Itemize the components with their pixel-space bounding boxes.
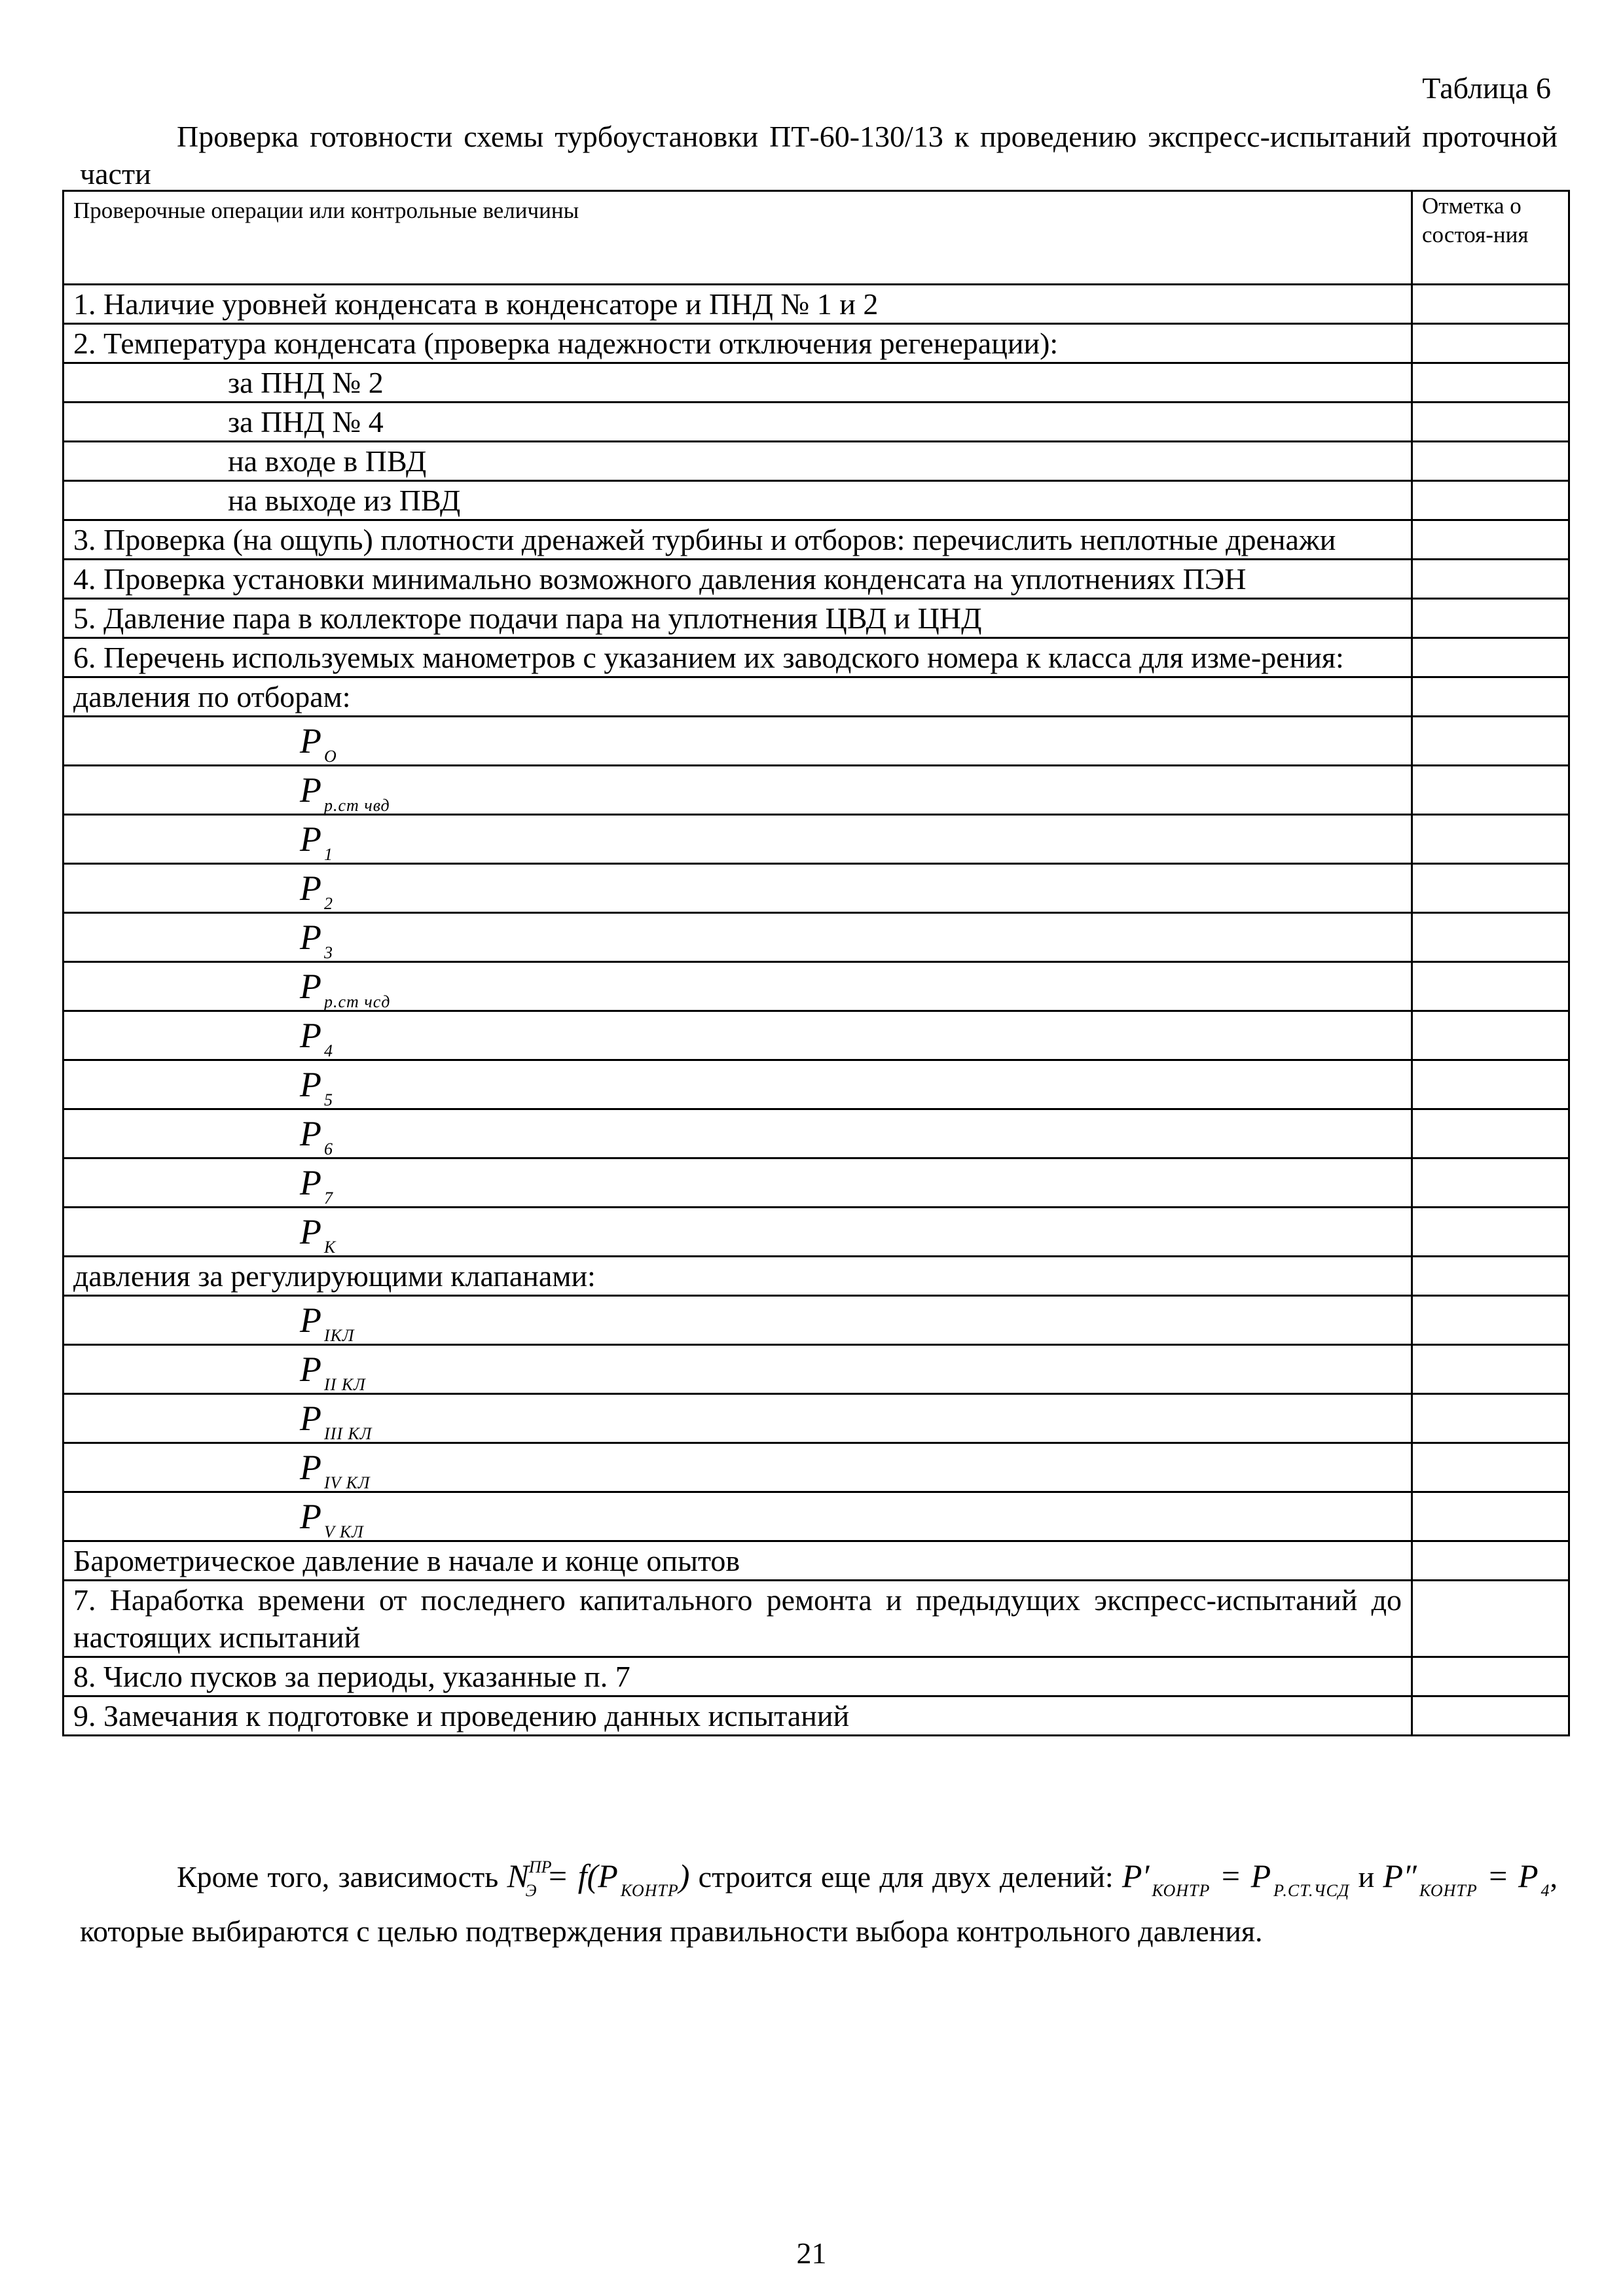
pressure-symbol: P $_{р.ст чсд}$: [64, 962, 1412, 1011]
formula-pcontr-prime: P′ $_{КОНТР}$ = P $_{Р.СТ.ЧСД}$: [1122, 1857, 1350, 1900]
status-cell[interactable]: [1412, 560, 1569, 599]
table-row: [64, 1257, 1569, 1296]
status-cell[interactable]: [1412, 766, 1569, 815]
table-row: [64, 481, 1569, 520]
table-row: [64, 1541, 1569, 1581]
status-cell[interactable]: [1412, 324, 1569, 363]
row-text: 2. Температура конденсата (проверка надежности отключения регенерации):: [64, 324, 1412, 363]
pressure-row: [64, 1443, 1569, 1492]
table-row: [64, 1657, 1569, 1696]
row-text: 4. Проверка установки минимально возможного давления конденсата на уплотнениях ПЭН: [64, 560, 1412, 599]
pressure-row: [64, 962, 1569, 1011]
row-text: на входе в ПВД: [64, 442, 1412, 481]
table-row: [64, 324, 1569, 363]
row-text: за ПНД № 4: [64, 403, 1412, 442]
status-cell[interactable]: [1412, 864, 1569, 913]
pressure-symbol: P $_{V КЛ}$: [64, 1492, 1412, 1541]
checklist-table: [62, 190, 1570, 1736]
pressure-row: [64, 766, 1569, 815]
pressure-symbol: P $_O$: [64, 717, 1412, 766]
status-cell[interactable]: [1412, 520, 1569, 560]
table-row: [64, 1696, 1569, 1736]
pressure-row: [64, 1158, 1569, 1208]
table-row: [64, 520, 1569, 560]
pressure-symbol: P $_3$: [64, 913, 1412, 962]
row-text: 1. Наличие уровней конденсата в конденсаторе и ПНД № 1 и 2: [64, 285, 1412, 324]
table-caption: Проверка готовности схемы турбоустановки ПТ-60-130/13 к проведению экспресс-испытаний проточной части: [80, 120, 1558, 190]
status-cell[interactable]: [1412, 1060, 1569, 1109]
pressure-symbol: P $_K$: [64, 1208, 1412, 1257]
pressure-row: [64, 1345, 1569, 1394]
row-text: за ПНД № 2: [64, 363, 1412, 403]
status-cell[interactable]: [1412, 638, 1569, 677]
pressure-row: [64, 1208, 1569, 1257]
pressure-row: [64, 1492, 1569, 1541]
status-cell[interactable]: [1412, 1541, 1569, 1581]
row-text: 7. Наработка времени от последнего капитального ремонта и предыдущих экспресс-испытаний до настоящих испытаний: [64, 1581, 1412, 1657]
status-cell[interactable]: [1412, 1345, 1569, 1394]
status-cell[interactable]: [1412, 363, 1569, 403]
row-text: 5. Давление пара в коллекторе подачи пара на уплотнения ЦВД и ЦНД: [64, 599, 1412, 638]
pressure-symbol: P $_{IV КЛ}$: [64, 1443, 1412, 1492]
formula-pcontr-double-prime: P″ $_{КОНТР}$ = P $_4$: [1383, 1857, 1550, 1900]
table-row: [64, 285, 1569, 324]
header-operations: Проверочные операции или контрольные величины: [64, 191, 1412, 285]
status-cell[interactable]: [1412, 717, 1569, 766]
row-text: 6. Перечень используемых манометров с указанием их заводского номера к класса для изме-рения:: [64, 638, 1412, 677]
table-row: [64, 677, 1569, 717]
status-cell[interactable]: [1412, 1208, 1569, 1257]
pressure-row: [64, 1296, 1569, 1345]
pressure-symbol: P $_6$: [64, 1109, 1412, 1158]
pressure-symbol: P $_{III КЛ}$: [64, 1394, 1412, 1443]
row-text: 9. Замечания к подготовке и проведению данных испытаний: [64, 1696, 1412, 1736]
status-cell[interactable]: [1412, 481, 1569, 520]
status-cell[interactable]: [1412, 1492, 1569, 1541]
status-cell[interactable]: [1412, 599, 1569, 638]
status-cell[interactable]: [1412, 1296, 1569, 1345]
pressure-row: [64, 815, 1569, 864]
page-number: 21: [796, 2236, 827, 2270]
status-cell[interactable]: [1412, 1443, 1569, 1492]
pressure-symbol: P $_{II КЛ}$: [64, 1345, 1412, 1394]
pressure-symbol: P $_5$: [64, 1060, 1412, 1109]
status-cell[interactable]: [1412, 1158, 1569, 1208]
table-label: Таблица 6: [1422, 71, 1551, 105]
header-status-mark: Отметка о состоя-ния: [1412, 191, 1569, 285]
status-cell[interactable]: [1412, 1011, 1569, 1060]
pressure-symbol: P $_7$: [64, 1158, 1412, 1208]
pressure-row: [64, 864, 1569, 913]
pressure-symbol: P $_1$: [64, 815, 1412, 864]
status-cell[interactable]: [1412, 1696, 1569, 1736]
pressure-symbol: P $_{IКЛ}$: [64, 1296, 1412, 1345]
status-cell[interactable]: [1412, 285, 1569, 324]
pressure-row: [64, 913, 1569, 962]
table-row: [64, 599, 1569, 638]
pressure-symbol: P $_4$: [64, 1011, 1412, 1060]
table-row: [64, 442, 1569, 481]
formula-dependency: $N^{ПР}_Э = f(P$ $_{КОНТР}$): [507, 1857, 690, 1900]
row-text: 8. Число пусков за периоды, указанные п. 7: [64, 1657, 1412, 1696]
status-cell[interactable]: [1412, 677, 1569, 717]
status-cell[interactable]: [1412, 1581, 1569, 1657]
table-row: [64, 1581, 1569, 1657]
table-row: [64, 638, 1569, 677]
status-cell[interactable]: [1412, 1394, 1569, 1443]
table-row: [64, 560, 1569, 599]
pressure-symbol: P $_2$: [64, 864, 1412, 913]
pressure-row: [64, 1011, 1569, 1060]
row-text: давления за регулирующими клапанами:: [64, 1257, 1412, 1296]
table-header-row: [64, 191, 1569, 285]
status-cell[interactable]: [1412, 815, 1569, 864]
row-text: Барометрическое давление в начале и конце опытов: [64, 1541, 1412, 1581]
pressure-row: [64, 1394, 1569, 1443]
status-cell[interactable]: [1412, 1657, 1569, 1696]
table-row: [64, 363, 1569, 403]
pressure-symbol: P $_{р.ст чвд}$: [64, 766, 1412, 815]
row-text: 3. Проверка (на ощупь) плотности дренажей турбины и отборов: перечислить неплотные дренажи: [64, 520, 1412, 560]
status-cell[interactable]: [1412, 1257, 1569, 1296]
status-cell[interactable]: [1412, 442, 1569, 481]
status-cell[interactable]: [1412, 962, 1569, 1011]
status-cell[interactable]: [1412, 403, 1569, 442]
pressure-row: [64, 1060, 1569, 1109]
row-text: на выходе из ПВД: [64, 481, 1412, 520]
row-text: давления по отборам:: [64, 677, 1412, 717]
pressure-row: [64, 1109, 1569, 1158]
pressure-row: [64, 717, 1569, 766]
body-paragraph: Кроме того, зависимость $N^{ПР}_Э = f(P$ $_{КОНТР}$) строится еще для двух делений: P′ $_{КОНТР}$ = P $_{Р.СТ.ЧСД}$ и P″ $_{КОНТР}$ = P $_4$, которые выбираются с целью подтверждения правильности выбора контрольного давления.: [80, 1857, 1558, 1948]
table-row: [64, 403, 1569, 442]
status-cell[interactable]: [1412, 913, 1569, 962]
status-cell[interactable]: [1412, 1109, 1569, 1158]
